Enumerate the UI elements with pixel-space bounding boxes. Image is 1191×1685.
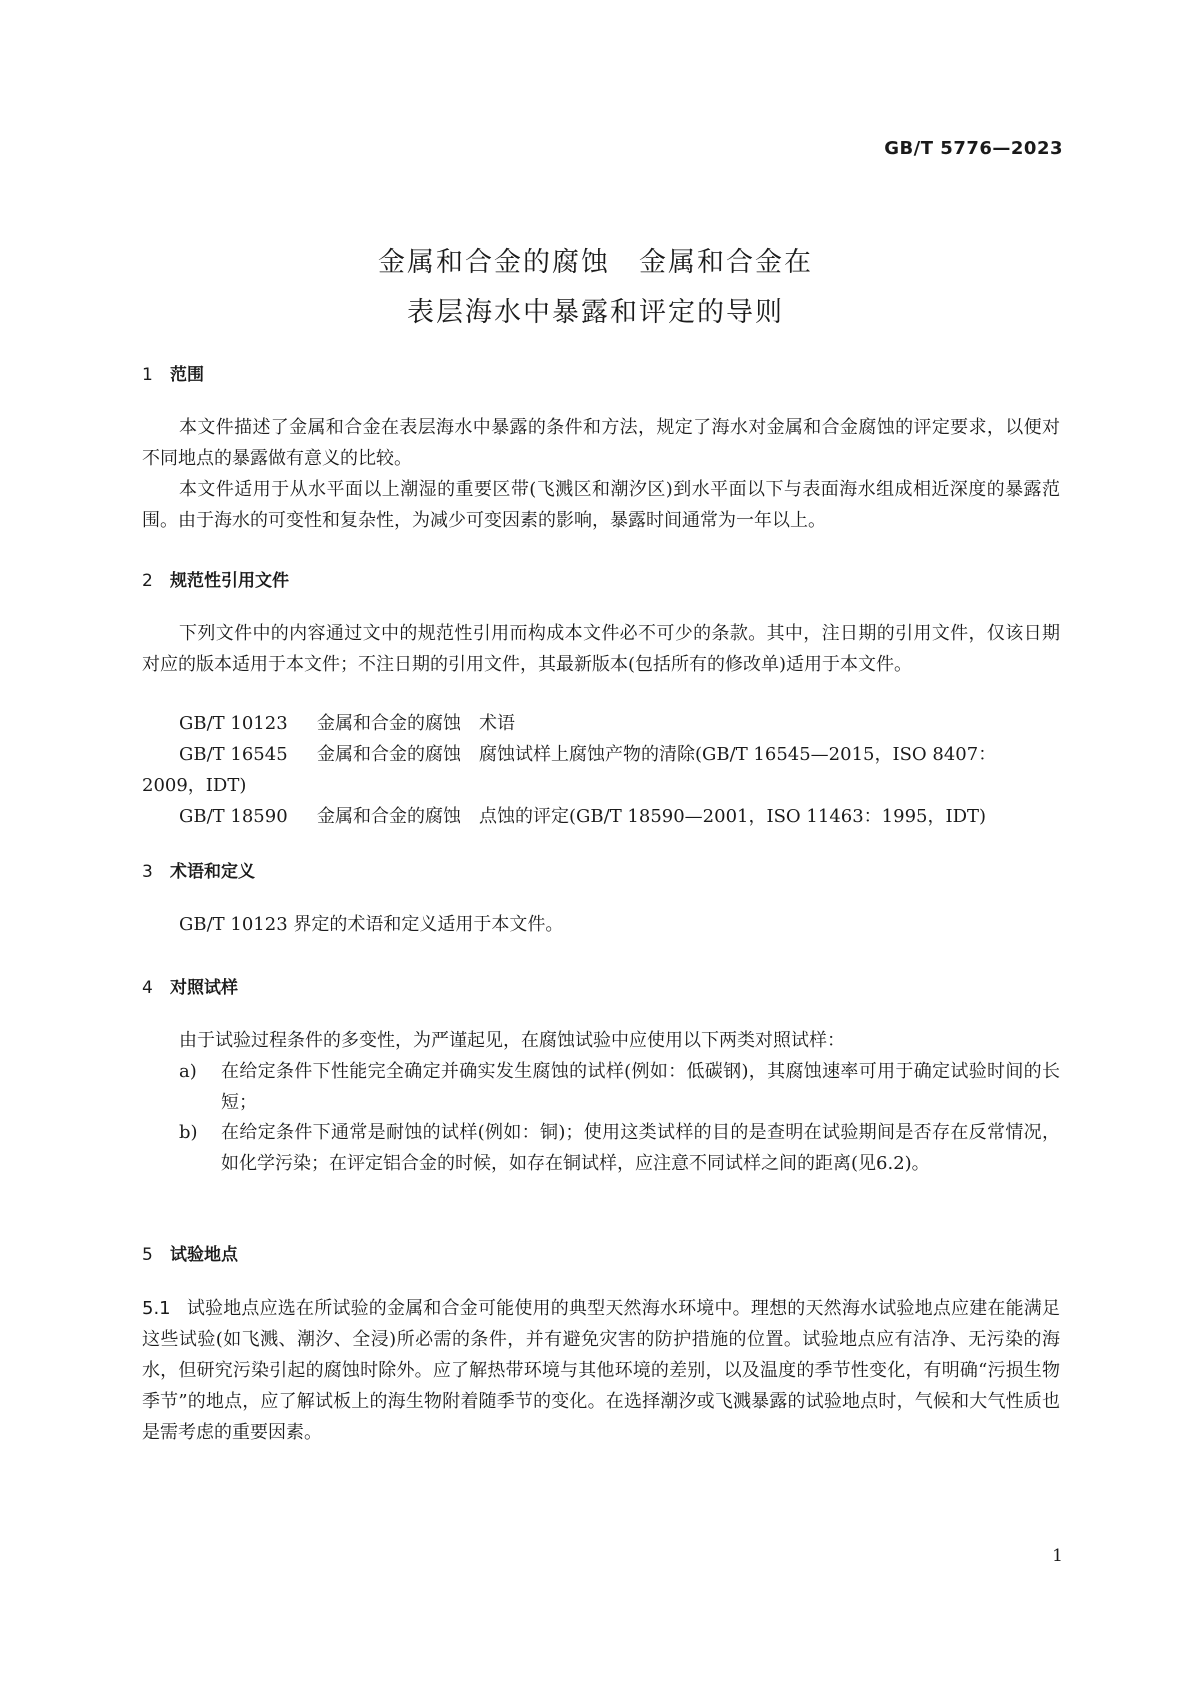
clause-5-1 <box>142 1293 1060 1448</box>
page-number: 1 <box>1052 1546 1063 1566</box>
reference-code: GB/T 10123 <box>179 713 288 734</box>
reference-code: GB/T 16545 <box>179 744 288 765</box>
section-3-heading <box>142 857 255 882</box>
section-title: 术语和定义 <box>170 862 255 882</box>
section-number: 4 <box>142 978 153 998</box>
section-2-heading <box>142 566 289 591</box>
list-item <box>179 1056 1060 1118</box>
section-1-paragraph-2: 本文件适用于从水平面以上潮湿的重要区带(飞溅区和潮汐区)到水平面以下与表面海水组成相近深度的暴露范围。由于海水的可变性和复杂性，为减少可变因素的影响，暴露时间通常为一年以上。 <box>142 479 1060 531</box>
section-number: 3 <box>142 862 153 882</box>
title-line-2: 表层海水中暴露和评定的导则 <box>407 297 784 328</box>
reference-title: 金属和合金的腐蚀 点蚀的评定(GB/T 18590—2001，ISO 11463：1995，IDT) <box>317 806 987 827</box>
section-number: 1 <box>142 365 153 385</box>
section-title: 规范性引用文件 <box>170 571 289 591</box>
reference-title: 金属和合金的腐蚀 腐蚀试样上腐蚀产物的清除(GB/T 16545—2015，ISO 8407： <box>317 744 997 765</box>
section-3-paragraph-1: GB/T 10123 界定的术语和定义适用于本文件。 <box>179 914 564 935</box>
list-item <box>179 1117 1060 1179</box>
clause-number: 5.1 <box>142 1298 171 1319</box>
section-title: 试验地点 <box>170 1245 238 1265</box>
title-line-1: 金属和合金的腐蚀 金属和合金在 <box>378 247 813 278</box>
section-2-paragraph-1: 下列文件中的内容通过文中的规范性引用而构成本文件必不可少的条款。其中，注日期的引用文件，仅该日期对应的版本适用于本文件；不注日期的引用文件，其最新版本(包括所有的修改单)适用于本文件。 <box>142 623 1060 675</box>
normative-reference <box>179 801 986 832</box>
list-item-text: 在给定条件下性能完全确定并确实发生腐蚀的试样(例如：低碳钢)，其腐蚀速率可用于确定试验时间的长短； <box>221 1061 1060 1113</box>
section-1-paragraph-1: 本文件描述了金属和合金在表层海水中暴露的条件和方法，规定了海水对金属和合金腐蚀的评定要求，以便对不同地点的暴露做有意义的比较。 <box>142 417 1060 469</box>
list-marker: a) <box>179 1061 197 1082</box>
document-title <box>0 238 1191 338</box>
list-marker: b) <box>179 1122 198 1143</box>
standard-code: GB/T 5776—2023 <box>884 138 1063 159</box>
section-4-heading <box>142 973 238 998</box>
section-5-heading <box>142 1240 238 1265</box>
list-item-text: 在给定条件下通常是耐蚀的试样(例如：铜)；使用这类试样的目的是查明在试验期间是否存在反常情况，如化学污染；在评定铝合金的时候，如存在铜试样，应注意不同试样之间的距离(见6.2)。 <box>221 1122 1060 1174</box>
reference-code: GB/T 18590 <box>179 806 288 827</box>
section-number: 5 <box>142 1245 153 1265</box>
normative-reference <box>179 739 996 770</box>
normative-reference <box>179 708 515 739</box>
section-4-paragraph-1: 由于试验过程条件的多变性，为严谨起见，在腐蚀试验中应使用以下两类对照试样： <box>179 1030 845 1051</box>
section-1-heading <box>142 360 204 385</box>
section-title: 范围 <box>170 365 204 385</box>
reference-title: 金属和合金的腐蚀 术语 <box>317 713 515 734</box>
reference-continuation: 2009，IDT) <box>142 775 247 796</box>
section-number: 2 <box>142 571 153 591</box>
clause-text: 试验地点应选在所试验的金属和合金可能使用的典型天然海水环境中。理想的天然海水试验地点应建在能满足这些试验(如飞溅、潮汐、全浸)所必需的条件，并有避免灾害的防护措施的位置。试验地点应有洁净、无污染的海水，但研究污染引起的腐蚀时除外。应了解热带环境与其他环境的差别，以及温度的季节性变化，有明确“污损生物季节”的地点，应了解试板上的海生物附着随季节的变化。在选择潮汐或飞溅暴露的试验地点时，气候和大气性质也是需考虑的重要因素。 <box>142 1298 1060 1443</box>
section-title: 对照试样 <box>170 978 238 998</box>
